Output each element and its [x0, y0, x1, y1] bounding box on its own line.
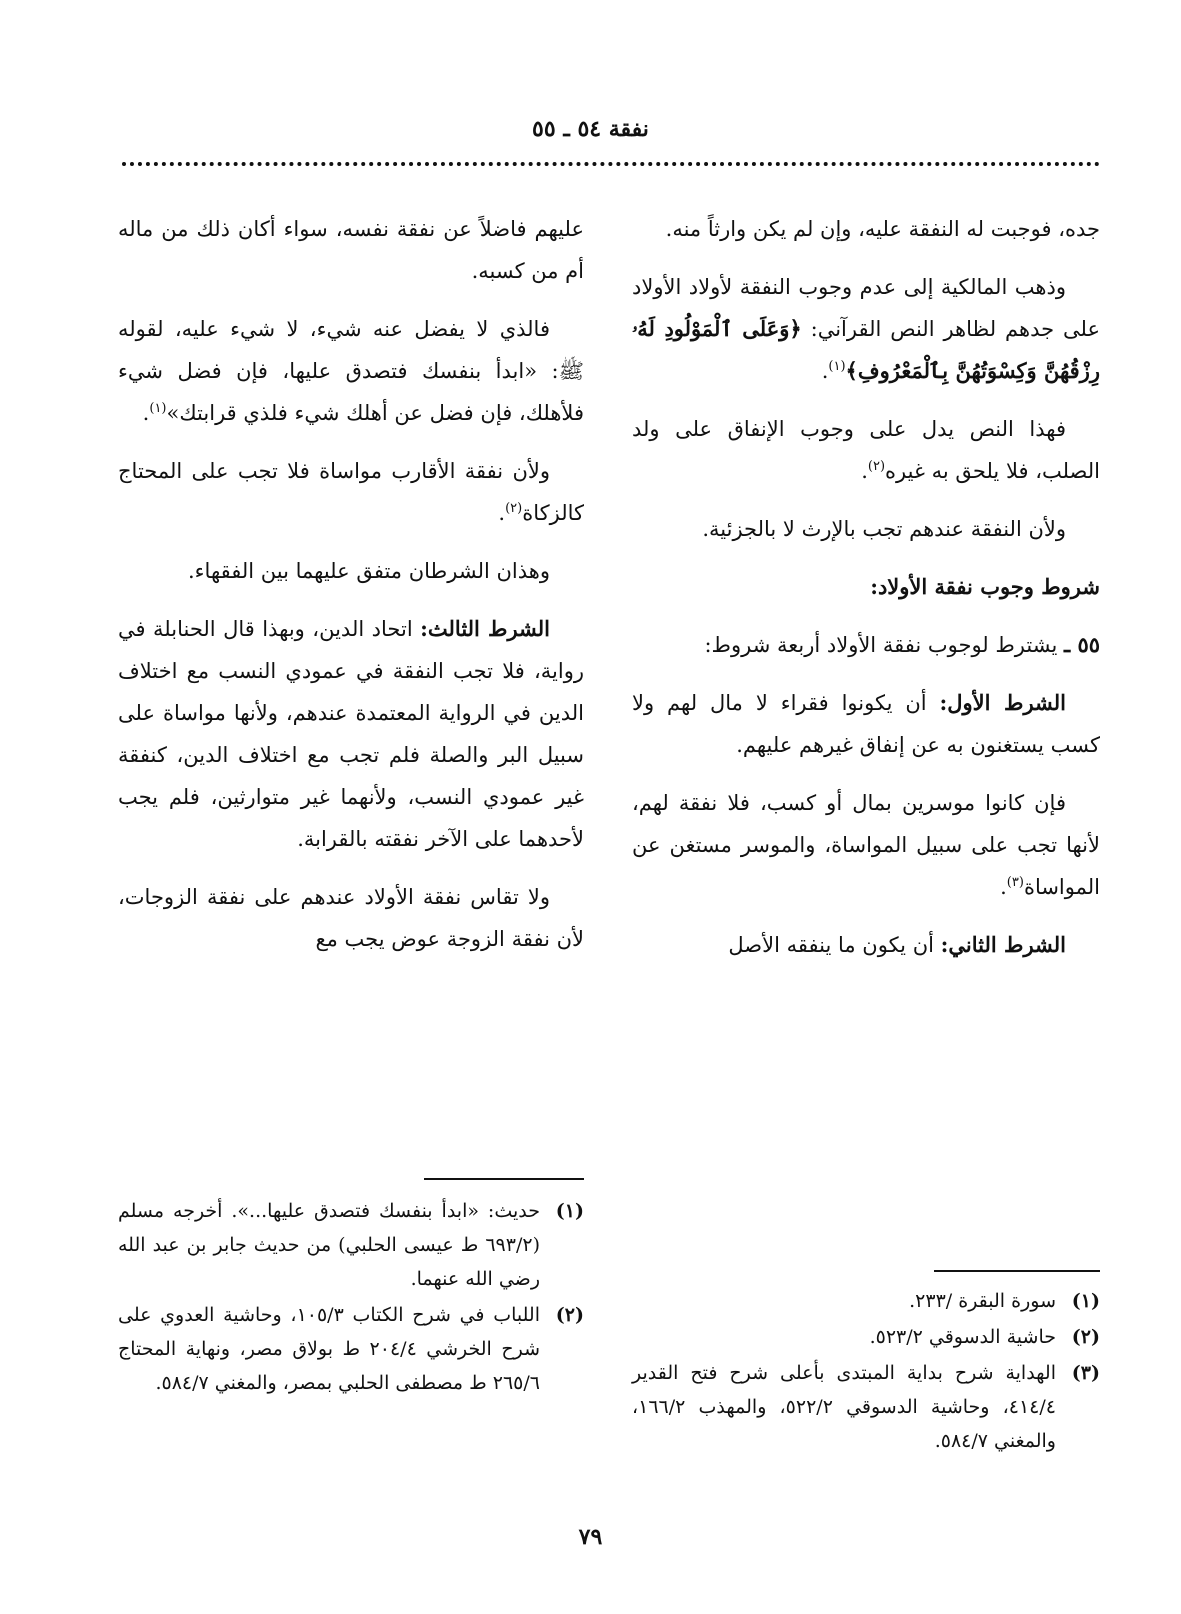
- footnote-ref: (١): [828, 359, 846, 374]
- footnote-number: (٢): [555, 1304, 584, 1326]
- paragraph-hadith: فالذي لا يفضل عنه شيء، لا شيء عليه، لقوله ﷺ: «ابدأ بنفسك فتصدق عليها، فإن فضل شيء فلأهلك، فإن فضل عن أهلك شيء فلذي قرابتك»$^{(١)}$.: [118, 317, 584, 425]
- paragraph: جده، فوجبت له النفقة عليه، وإن لم يكن وارثاً منه.: [665, 217, 1100, 241]
- condition-label: الشرط الثاني:: [940, 932, 1066, 957]
- running-header: نفقة ٥٤ ـ ٥٥: [532, 116, 649, 142]
- condition-label: الشرط الثالث:: [420, 616, 550, 641]
- footnote-text: الهداية شرح بداية المبتدى بأعلى شرح فتح القدير ٤١٤/٤، وحاشية الدسوقي ٥٢٢/٢، والمهذب ١٦٦/٢، والمغني ٥٨٤/٧.: [632, 1362, 1056, 1452]
- footnotes-left: [118, 1194, 584, 1402]
- paragraph: فهذا النص يدل على وجوب الإنفاق على ولد الصلب، فلا يلحق به غيره$^{(٢)}$.: [632, 417, 1100, 483]
- footnote-ref: (٢): [505, 501, 523, 516]
- footnote-text: سورة البقرة /٢٣٣.: [909, 1290, 1056, 1312]
- right-column: [632, 208, 1100, 966]
- footnote-ref: (٣): [1006, 875, 1024, 890]
- paragraph-condition-1: الشرط الأول: أن يكونوا فقراء لا مال لهم ولا كسب يستغنون به عن إنفاق غيرهم عليهم.: [632, 690, 1100, 757]
- paragraph-condition-2: الشرط الثاني: أن يكون ما ينفقه الأصل: [728, 932, 1066, 957]
- footnote-divider-right: [934, 1270, 1100, 1272]
- footnote-number: (٢): [1071, 1326, 1100, 1348]
- footnote-text: حاشية الدسوقي ٥٢٣/٢.: [869, 1326, 1056, 1348]
- footnote-number: (١): [1071, 1290, 1100, 1312]
- left-column: [118, 208, 584, 960]
- quran-verse: ﴿وَعَلَى ٱلْمَوْلُودِ لَهُۥ رِزْقُهُنَّ وَكِسْوَتُهُنَّ بِٱلْمَعْرُوفِ﴾: [632, 316, 1100, 383]
- paragraph: ولأن النفقة عندهم تجب بالإرث لا بالجزئية.: [702, 517, 1066, 541]
- footnote-ref: (١): [149, 401, 167, 416]
- paragraph-number: ٥٥ ـ: [1063, 632, 1100, 657]
- footnote: [118, 1298, 584, 1400]
- footnote-text: حديث: «ابدأ بنفسك فتصدق عليها...». أخرجه مسلم (٦٩٣/٢ ط عيسى الحلبي) من حديث جابر بن عبد الله رضي الله عنهما.: [118, 1200, 540, 1290]
- paragraph: عليهم فاضلاً عن نفقة نفسه، سواء أكان ذلك من ماله أم من كسبه.: [118, 217, 584, 283]
- paragraph: وهذان الشرطان متفق عليهما بين الفقهاء.: [188, 559, 550, 583]
- footnote-divider-left: [424, 1178, 584, 1180]
- footnote-ref: (٢): [867, 459, 886, 474]
- footnote: [632, 1356, 1100, 1458]
- paragraph: فإن كانوا موسرين بمال أو كسب، فلا نفقة لهم، لأنها تجب على سبيل المواساة، والموسر مستغن عن المواساة$^{(٣)}$.: [632, 791, 1100, 899]
- footnote-text: اللباب في شرح الكتاب ١٠٥/٣، وحاشية العدوي على شرح الخرشي ٢٠٤/٤ ط بولاق مصر، ونهاية المحتاج ٢٦٥/٦ ط مصطفى الحلبي بمصر، والمغني ٥٨٤/٧.: [118, 1304, 540, 1394]
- paragraph-numbered: ٥٥ ـ يشترط لوجوب نفقة الأولاد أربعة شروط:: [704, 632, 1100, 657]
- page-number: ٧٩: [578, 1524, 603, 1550]
- footnotes-right: [632, 1284, 1100, 1460]
- section-heading: شروط وجوب نفقة الأولاد:: [870, 574, 1100, 599]
- footnote: [632, 1284, 1100, 1318]
- paragraph: ولأن نفقة الأقارب مواساة فلا تجب على المحتاج كالزكاة$^{(٢)}$.: [118, 459, 584, 525]
- paragraph: ولا تقاس نفقة الأولاد عندهم على نفقة الزوجات، لأن نفقة الزوجة عوض يجب مع: [118, 885, 584, 951]
- header-dotted-divider: [122, 162, 1100, 166]
- paragraph-maliki: وذهب المالكية إلى عدم وجوب النفقة لأولاد الأولاد على جدهم لظاهر النص القرآني: ﴿وَعَلَى ٱلْمَوْلُودِ لَهُۥ رِزْقُهُنَّ وَكِسْوَتُهُنَّ بِٱلْمَعْرُوفِ﴾$^{(١)}$.: [632, 275, 1100, 383]
- paragraph-condition-3: الشرط الثالث: اتحاد الدين، وبهذا قال الحنابلة في رواية، فلا تجب النفقة في عمودي النسب مع اختلاف الدين في الرواية المعتمدة عندهم، ولأنها مواساة على سبيل البر والصلة فلم تجب مع اختلاف الدين، كنفقة غير عمودي النسب، ولأنهما غير متوارثين، فلم يجب لأحدهما على الآخر نفقته بالقرابة.: [118, 616, 584, 851]
- footnote: [632, 1320, 1100, 1354]
- footnote-number: (٣): [1071, 1362, 1100, 1384]
- condition-label: الشرط الأول:: [939, 690, 1067, 715]
- footnote-number: (١): [555, 1200, 584, 1222]
- footnote: [118, 1194, 584, 1296]
